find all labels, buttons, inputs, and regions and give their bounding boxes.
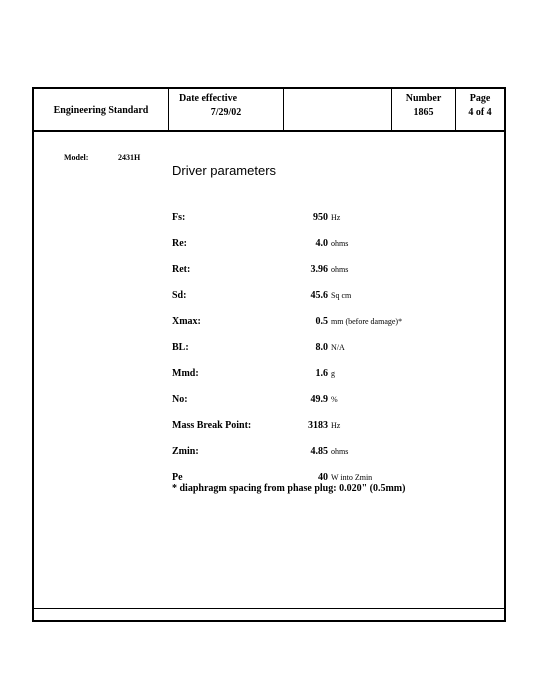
param-label: Xmax: [172,316,201,327]
param-value: 40 [318,472,328,483]
param-unit: Sq cm [331,291,352,300]
param-label: Fs: [172,212,186,223]
section-title: Driver parameters [172,163,277,178]
param-label: Mmd: [172,368,199,379]
param-label: Pe [172,472,183,483]
param-value: 0.5 [315,316,328,327]
param-unit: ohms [331,239,349,248]
model-value: 2431H [118,153,141,162]
number-value: 1865 [413,107,434,118]
blank-cell [284,89,392,130]
org-title-cell [34,89,169,130]
date-value: 7/29/02 [210,107,242,118]
footer-rule [34,608,504,609]
param-value: 3.96 [310,264,328,275]
number-label: Number [405,93,442,104]
param-unit: W into Zmin [331,473,373,482]
param-value: 8.0 [315,342,328,353]
param-value: 950 [313,212,328,223]
param-unit: N/A [331,343,345,352]
page-value: 4 of 4 [468,107,492,118]
param-unit: mm (before damage)* [331,317,403,326]
param-label: No: [172,394,188,405]
param-label: Mass Break Point: [172,420,252,431]
document-header [34,89,504,132]
date-label: Date effective [179,93,238,104]
param-value: 49.9 [310,394,328,405]
param-unit: g [331,369,335,378]
param-value: 4.85 [310,446,328,457]
param-label: Re: [172,238,187,249]
param-label: BL: [172,342,189,353]
param-label: Sd: [172,290,187,301]
param-unit: % [331,395,338,404]
param-unit: ohms [331,447,349,456]
page-cell [456,89,504,130]
param-label: Zmin: [172,446,199,457]
page-label: Page [469,93,491,104]
param-label: Ret: [172,264,191,275]
org-title: Engineering Standard [53,105,149,116]
param-unit: ohms [331,265,349,274]
footnote: * diaphragm spacing from phase plug: 0.020" (0.5mm) [172,483,406,494]
param-value: 3183 [308,420,328,431]
model-label: Model: [64,153,89,162]
param-unit: Hz [331,421,341,430]
param-value: 45.6 [310,290,328,301]
param-unit: Hz [331,213,341,222]
date-cell [169,89,284,130]
number-cell [392,89,456,130]
param-value: 1.6 [315,368,328,379]
param-value: 4.0 [315,238,328,249]
